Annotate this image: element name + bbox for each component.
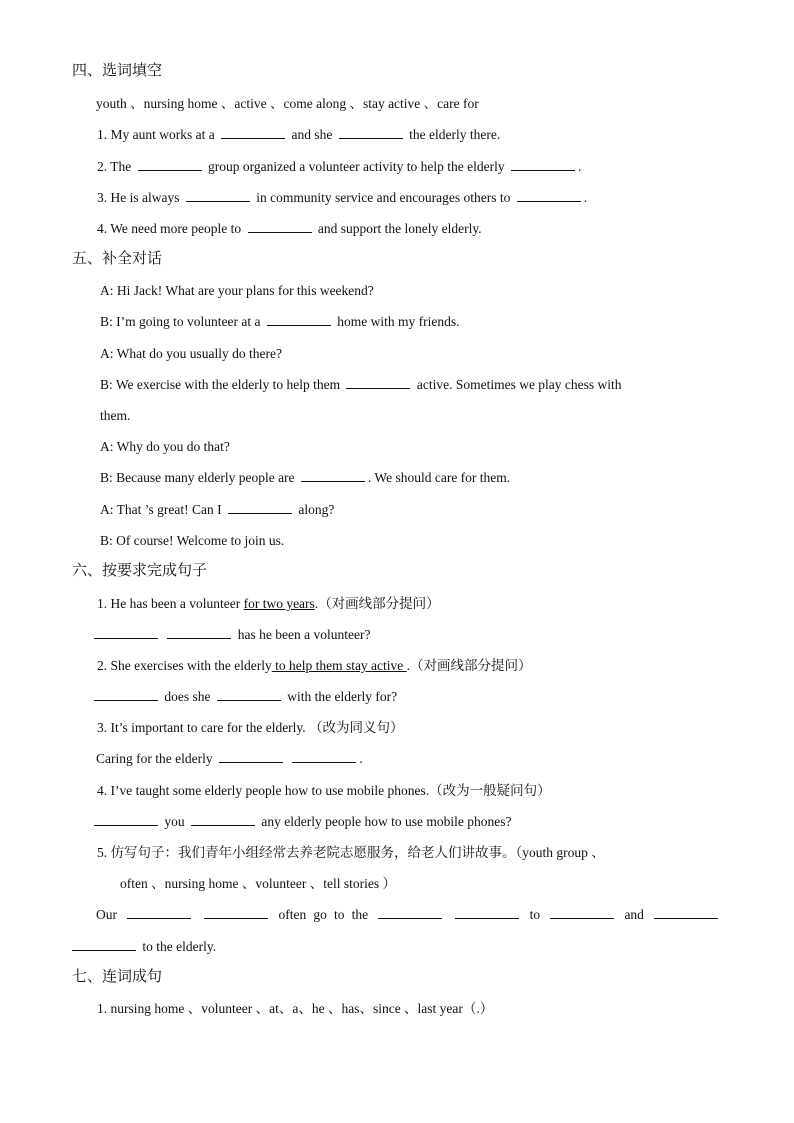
dialogue-line <box>100 376 622 394</box>
s4-q3-text-b: in community service and encourages others to <box>256 190 511 205</box>
s4-q2-text-c: . <box>578 159 582 174</box>
dialogue-line: B: Of course! Welcome to join us. <box>100 533 285 548</box>
answer-blank[interactable] <box>167 626 231 639</box>
s6-q2-text-c: .（对画线部分提问） <box>406 658 532 673</box>
s6-q1-text-a: 1. He has been a volunteer <box>97 596 241 611</box>
s6-q5-hint: often 、nursing home 、volunteer 、tell stories ） <box>120 876 396 891</box>
dialogue-line: them. <box>100 408 131 423</box>
answer-blank[interactable] <box>654 906 718 919</box>
answer-blank[interactable] <box>217 688 281 701</box>
s4-q3-text-a: 3. He is always <box>97 190 180 205</box>
answer-blank[interactable] <box>219 750 283 763</box>
answer-blank[interactable] <box>292 750 356 763</box>
answer-blank[interactable] <box>94 813 158 826</box>
answer-blank[interactable] <box>138 158 202 171</box>
answer-blank[interactable] <box>339 126 403 139</box>
underlined-phrase: to help them stay active <box>271 658 407 673</box>
s6-q3: 3. It’s important to care for the elderly. （改为同义句） <box>97 720 404 735</box>
answer-blank[interactable] <box>267 313 331 326</box>
s6-q5: 5. 仿写句子：我们青年小组经常去养老院志愿服务，给老人们讲故事。（youth group 、 <box>97 845 605 860</box>
answer-blank[interactable] <box>94 688 158 701</box>
dialogue-line: A: Hi Jack! What are your plans for this weekend? <box>100 283 374 298</box>
s6-a5-our: Our <box>96 907 117 922</box>
dialogue-text: active. Sometimes we play chess with <box>416 377 622 392</box>
s4-q1 <box>97 126 500 144</box>
dialogue-text: B: I’m going to volunteer at a <box>100 314 261 329</box>
s6-a2-text-b: with the elderly for? <box>287 689 398 704</box>
dialogue-line <box>100 501 334 519</box>
answer-blank[interactable] <box>301 469 365 482</box>
answer-blank[interactable] <box>191 813 255 826</box>
s6-q2 <box>97 657 532 675</box>
section7-heading: 七、连词成句 <box>72 969 163 985</box>
answer-blank[interactable] <box>228 501 292 514</box>
answer-blank[interactable] <box>127 906 191 919</box>
s7-q1: 1. nursing home 、volunteer 、at、a、he 、has、since 、last year（.） <box>97 1001 494 1016</box>
s6-a5-cont <box>72 938 216 956</box>
s6-a1-text: has he been a volunteer? <box>237 627 371 642</box>
s6-a2-text-a: does she <box>164 689 211 704</box>
answer-blank[interactable] <box>455 906 519 919</box>
answer-blank[interactable] <box>248 220 312 233</box>
section6-heading: 六、按要求完成句子 <box>72 563 208 579</box>
s4-q3 <box>97 189 587 207</box>
section4-heading: 四、选词填空 <box>72 63 163 79</box>
answer-blank[interactable] <box>517 189 581 202</box>
s6-q1-text-c: .（对画线部分提问） <box>314 596 440 611</box>
s4-q2-text-a: 2. The <box>97 159 132 174</box>
dialogue-text: A: That ’s great! Can I <box>100 502 222 517</box>
answer-blank[interactable] <box>204 906 268 919</box>
dialogue-line <box>100 469 510 487</box>
s4-q1-text-a: 1. My aunt works at a <box>97 127 215 142</box>
s6-a3-text-a: Caring for the elderly <box>96 751 213 766</box>
dialogue-text: B: We exercise with the elderly to help them <box>100 377 341 392</box>
dialogue-text: along? <box>298 502 335 517</box>
s6-a5 <box>96 906 718 924</box>
answer-blank[interactable] <box>94 626 158 639</box>
s6-a4-text-b: any elderly people how to use mobile phones? <box>261 814 512 829</box>
dialogue-line: A: What do you usually do there? <box>100 346 282 361</box>
answer-blank[interactable] <box>511 158 575 171</box>
s6-a3 <box>96 750 363 768</box>
answer-blank[interactable] <box>346 376 410 389</box>
s6-a2 <box>94 688 397 706</box>
s6-a5-often: often go to the <box>278 907 369 922</box>
s4-q3-text-c: . <box>583 190 588 205</box>
s6-q2-text-a: 2. She exercises with the elderly <box>97 658 272 673</box>
s6-q1 <box>97 595 440 613</box>
answer-blank[interactable] <box>550 906 614 919</box>
word-bank: youth 、nursing home 、active 、come along 、stay active 、care for <box>96 96 479 111</box>
s4-q4-text-b: and support the lonely elderly. <box>317 221 482 236</box>
s6-a3-text-b: . <box>359 751 363 766</box>
s6-q4: 4. I’ve taught some elderly people how to use mobile phones.（改为一般疑问句） <box>97 783 551 798</box>
s6-a5-to: to <box>529 907 541 922</box>
answer-blank[interactable] <box>186 189 250 202</box>
s6-a5b-text: to the elderly. <box>142 939 217 954</box>
answer-blank[interactable] <box>72 938 136 951</box>
dialogue-line <box>100 313 459 331</box>
dialogue-text: B: Because many elderly people are <box>100 470 295 485</box>
s4-q1-text-c: the elderly there. <box>409 127 501 142</box>
answer-blank[interactable] <box>221 126 285 139</box>
s4-q4 <box>97 220 482 238</box>
s6-a4 <box>94 813 511 831</box>
s6-a5-and: and <box>624 907 644 922</box>
s6-a1 <box>94 626 370 644</box>
dialogue-line: A: Why do you do that? <box>100 439 230 454</box>
s4-q1-text-b: and she <box>291 127 333 142</box>
s4-q4-text-a: 4. We need more people to <box>97 221 242 236</box>
s4-q2 <box>97 158 581 176</box>
s4-q2-text-b: group organized a volunteer activity to help the elderly <box>208 159 505 174</box>
underlined-phrase: for two years <box>243 596 315 611</box>
dialogue-text: home with my friends. <box>337 314 460 329</box>
section5-heading: 五、补全对话 <box>72 251 163 267</box>
dialogue-text: . We should care for them. <box>367 470 511 485</box>
s6-a4-text-a: you <box>164 814 185 829</box>
answer-blank[interactable] <box>378 906 442 919</box>
